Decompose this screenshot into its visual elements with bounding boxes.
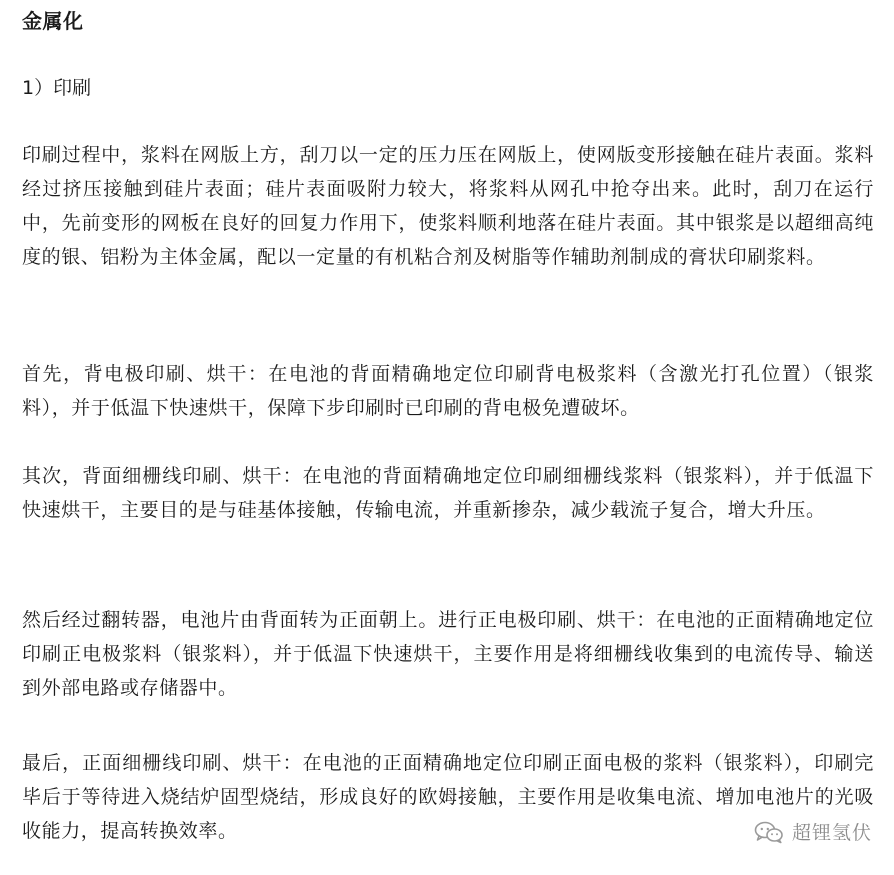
watermark <box>754 818 872 845</box>
paragraph-front-fingers: 最后，正面细栅线印刷、烘干：在电池的正面精确地定位印刷正面电极的浆料（银浆料），印刷完毕后于等待进入烧结炉固型烧结，形成良好的欧姆接触，主要作用是收集电流、增加电池片的光吸收能力，提高转换效率。 <box>22 752 874 842</box>
wechat-icon <box>754 820 784 844</box>
paragraph-back-electrode: 首先，背电极印刷、烘干：在电池的背面精确地定位印刷背电极浆料（含激光打孔位置）（银浆料），并于低温下快速烘干，保障下步印刷时已印刷的背电极免遭破坏。 <box>22 363 874 419</box>
subsection-title: 1）印刷 <box>22 77 92 99</box>
paragraph-printing-process: 印刷过程中，浆料在网版上方，刮刀以一定的压力压在网版上，使网版变形接触在硅片表面。浆料经过挤压接触到硅片表面；硅片表面吸附力较大，将浆料从网孔中抢夺出来。此时，刮刀在运行中，先前变形的网板在良好的回复力作用下，使浆料顺利地落在硅片表面。其中银浆是以超细高纯度的银、铝粉为主体金属，配以一定量的有机粘合剂及树脂等作辅助剂制成的膏状印刷浆料。 <box>22 144 874 268</box>
paragraph-front-electrode: 然后经过翻转器，电池片由背面转为正面朝上。进行正电极印刷、烘干：在电池的正面精确地定位印刷正电极浆料（银浆料），并于低温下快速烘干，主要作用是将细栅线收集到的电流传导、输送到外部电路或存储器中。 <box>22 609 874 699</box>
section-title: 金属化 <box>22 9 84 33</box>
watermark-text: 超锂氢伏 <box>791 822 872 844</box>
paragraph-back-fingers: 其次，背面细栅线印刷、烘干：在电池的背面精确地定位印刷细栅线浆料（银浆料），并于低温下快速烘干，主要目的是与硅基体接触，传输电流，并重新掺杂，减少载流子复合，增大升压。 <box>22 465 874 521</box>
